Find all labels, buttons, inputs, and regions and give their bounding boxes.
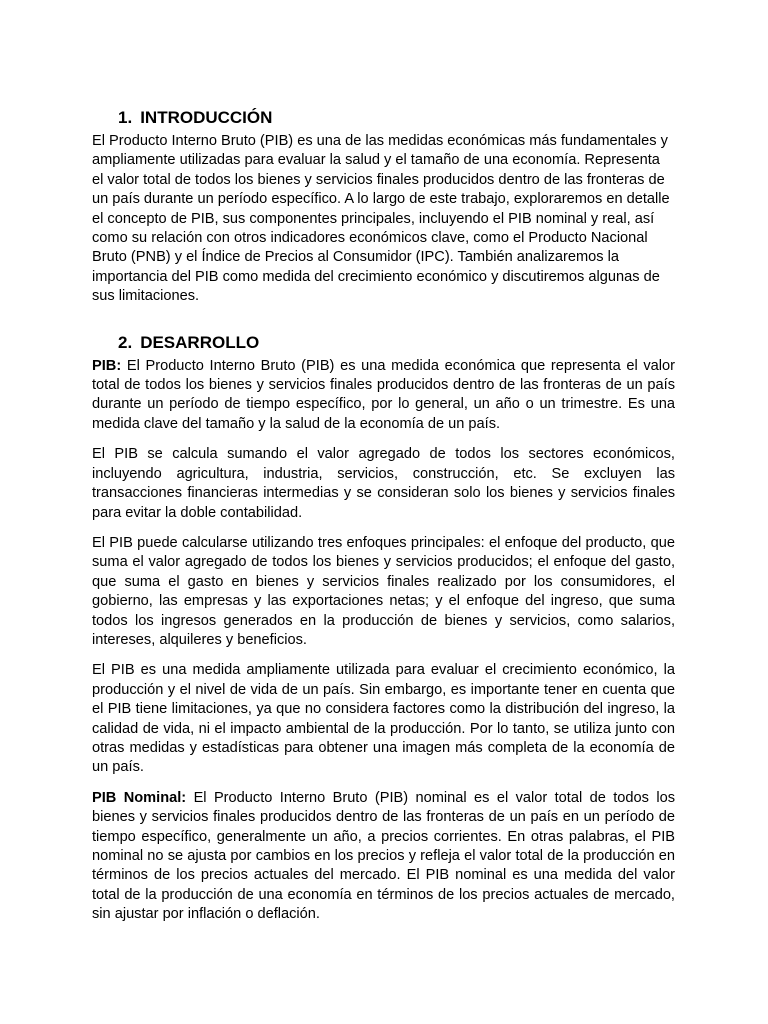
intro-paragraph: El Producto Interno Bruto (PIB) es una de las medidas económicas más fundamentales y ampliamente utilizadas para evaluar la salud y el tamaño de una economía. Representa el valor total de todos los bienes y servicios finales producidos dentro de las fronteras de un país durante un período específico. A lo largo de este trabajo, exploraremos en detalle el concepto de PIB, sus componentes principales, incluyendo el PIB nominal y real, así como su relación con otros indicadores económicos clave, como el Producto Nacional Bruto (PNB) y el Índice de Precios al Consumidor (IPC). También analizaremos la importancia del PIB como medida del crecimiento económico y discutiremos algunas de sus limitaciones. <box>92 133 670 305</box>
document-page <box>92 104 675 936</box>
section-number: 1. <box>118 108 133 127</box>
term-label: PIB Nominal: <box>92 789 187 806</box>
term-label: PIB: <box>92 357 122 374</box>
paragraph-pib-nominal <box>92 789 675 925</box>
paragraph-pib-approaches: El PIB puede calcularse utilizando tres enfoques principales: el enfoque del producto, que suma el valor agregado de todos los bienes y servicios producidos; el enfoque del gasto, que suma el gasto en bienes y servicios finales realizado por los consumidores, el gobierno, las empresas y las exportaciones netas; y el enfoque del ingreso, que suma todos los ingresos generados en la producción de bienes y servicios, como salarios, intereses, alquileres y beneficios. <box>92 534 675 648</box>
paragraph-pib-calculation: El PIB se calcula sumando el valor agregado de todos los sectores económicos, incluyendo agricultura, industria, servicios, construcción, etc. Se excluyen las transacciones financieras intermedias y se consideran solo los bienes y servicios finales para evitar la doble contabilidad. <box>92 446 675 521</box>
section-heading-introduccion <box>118 104 675 132</box>
paragraph-pib-limitations: El PIB es una medida ampliamente utilizada para evaluar el crecimiento económico, la producción y el nivel de vida de un país. Sin embargo, es importante tener en cuenta que el PIB tiene limitaciones, ya que no considera factores como la distribución del ingreso, la calidad de vida, ni el impacto ambiental de la producción. Por lo tanto, se utiliza junto con otras medidas y estadísticas para obtener una imagen más completa de la economía de un país. <box>92 662 675 776</box>
section-title: INTRODUCCIÓN <box>140 108 273 127</box>
section-number: 2. <box>118 332 133 352</box>
paragraph-text: El Producto Interno Bruto (PIB) es una medida económica que representa el valor total de todos los bienes y servicios finales producidos dentro de las fronteras de un país durante un período de tiempo específico, por lo general, un año o un trimestre. Es una medida clave del tamaño y la salud de la economía de un país. <box>92 357 675 432</box>
section-heading-desarrollo <box>118 329 675 357</box>
paragraph-text: El Producto Interno Bruto (PIB) nominal es el valor total de todos los bienes y servicios finales producidos dentro de las fronteras de un país en un período de tiempo específico, generalmente un año, a precios corrientes. En otras palabras, el PIB nominal no se ajusta por cambios en los precios y refleja el valor total de la producción en términos de los precios actuales del mercado. El PIB nominal es una medida del valor total de la producción de una economía en términos de los precios actuales de mercado, sin ajustar por inflación o deflación. <box>92 789 676 923</box>
paragraph-pib-definition <box>92 357 675 435</box>
section-title: DESARROLLO <box>140 332 260 352</box>
